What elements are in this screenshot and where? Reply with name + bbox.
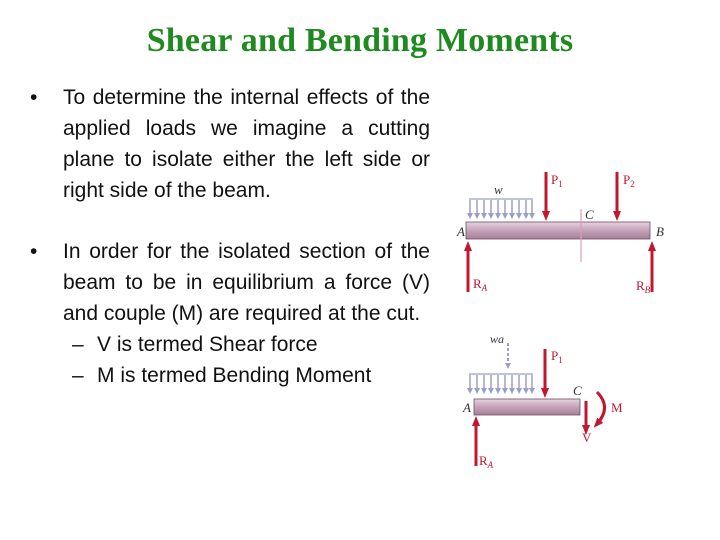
label-b: B <box>656 224 664 239</box>
distributed-load <box>469 374 533 391</box>
label-m: M <box>611 400 623 415</box>
bending-moment-arrow <box>597 392 605 424</box>
bullet-text: In order for the isolated section of the beam to be in equilibrium a force (V) and couple (M) are required at the cut. <box>63 240 430 325</box>
label-rb: $R_B$ <box>636 278 651 295</box>
label-c: C <box>573 383 582 398</box>
label-a: A <box>457 224 465 239</box>
sub-bullet-text: V is termed Shear force <box>97 333 318 356</box>
label-w: w <box>494 182 503 197</box>
bullet-marker: • <box>30 86 38 109</box>
label-wa: wa <box>490 332 505 346</box>
label-a: A <box>463 400 471 415</box>
beam <box>466 222 650 239</box>
left-section-diagram <box>462 332 623 470</box>
distributed-load <box>469 199 533 216</box>
label-ra: $R_A$ <box>479 453 494 470</box>
label-p2: $P_2$ <box>623 172 635 189</box>
slide-title: Shear and Bending Moments <box>146 22 574 59</box>
sub-bullet-marker: – <box>72 364 84 387</box>
bullet-marker: • <box>30 240 38 263</box>
label-ra: $R_A$ <box>473 276 488 293</box>
label-v: V <box>582 430 592 445</box>
sub-bullet-text: M is termed Bending Moment <box>97 364 372 387</box>
label-p1: $P_1$ <box>551 348 563 365</box>
label-c: C <box>585 207 594 222</box>
label-p1: $P_1$ <box>551 172 563 189</box>
sub-bullet-marker: – <box>72 333 84 356</box>
beam-section <box>474 399 580 415</box>
bullet-text: To determine the internal effects of the applied loads we imagine a cutting plane to isolate either the left side or right side of the beam. <box>63 86 430 202</box>
full-beam-diagram <box>456 172 664 295</box>
